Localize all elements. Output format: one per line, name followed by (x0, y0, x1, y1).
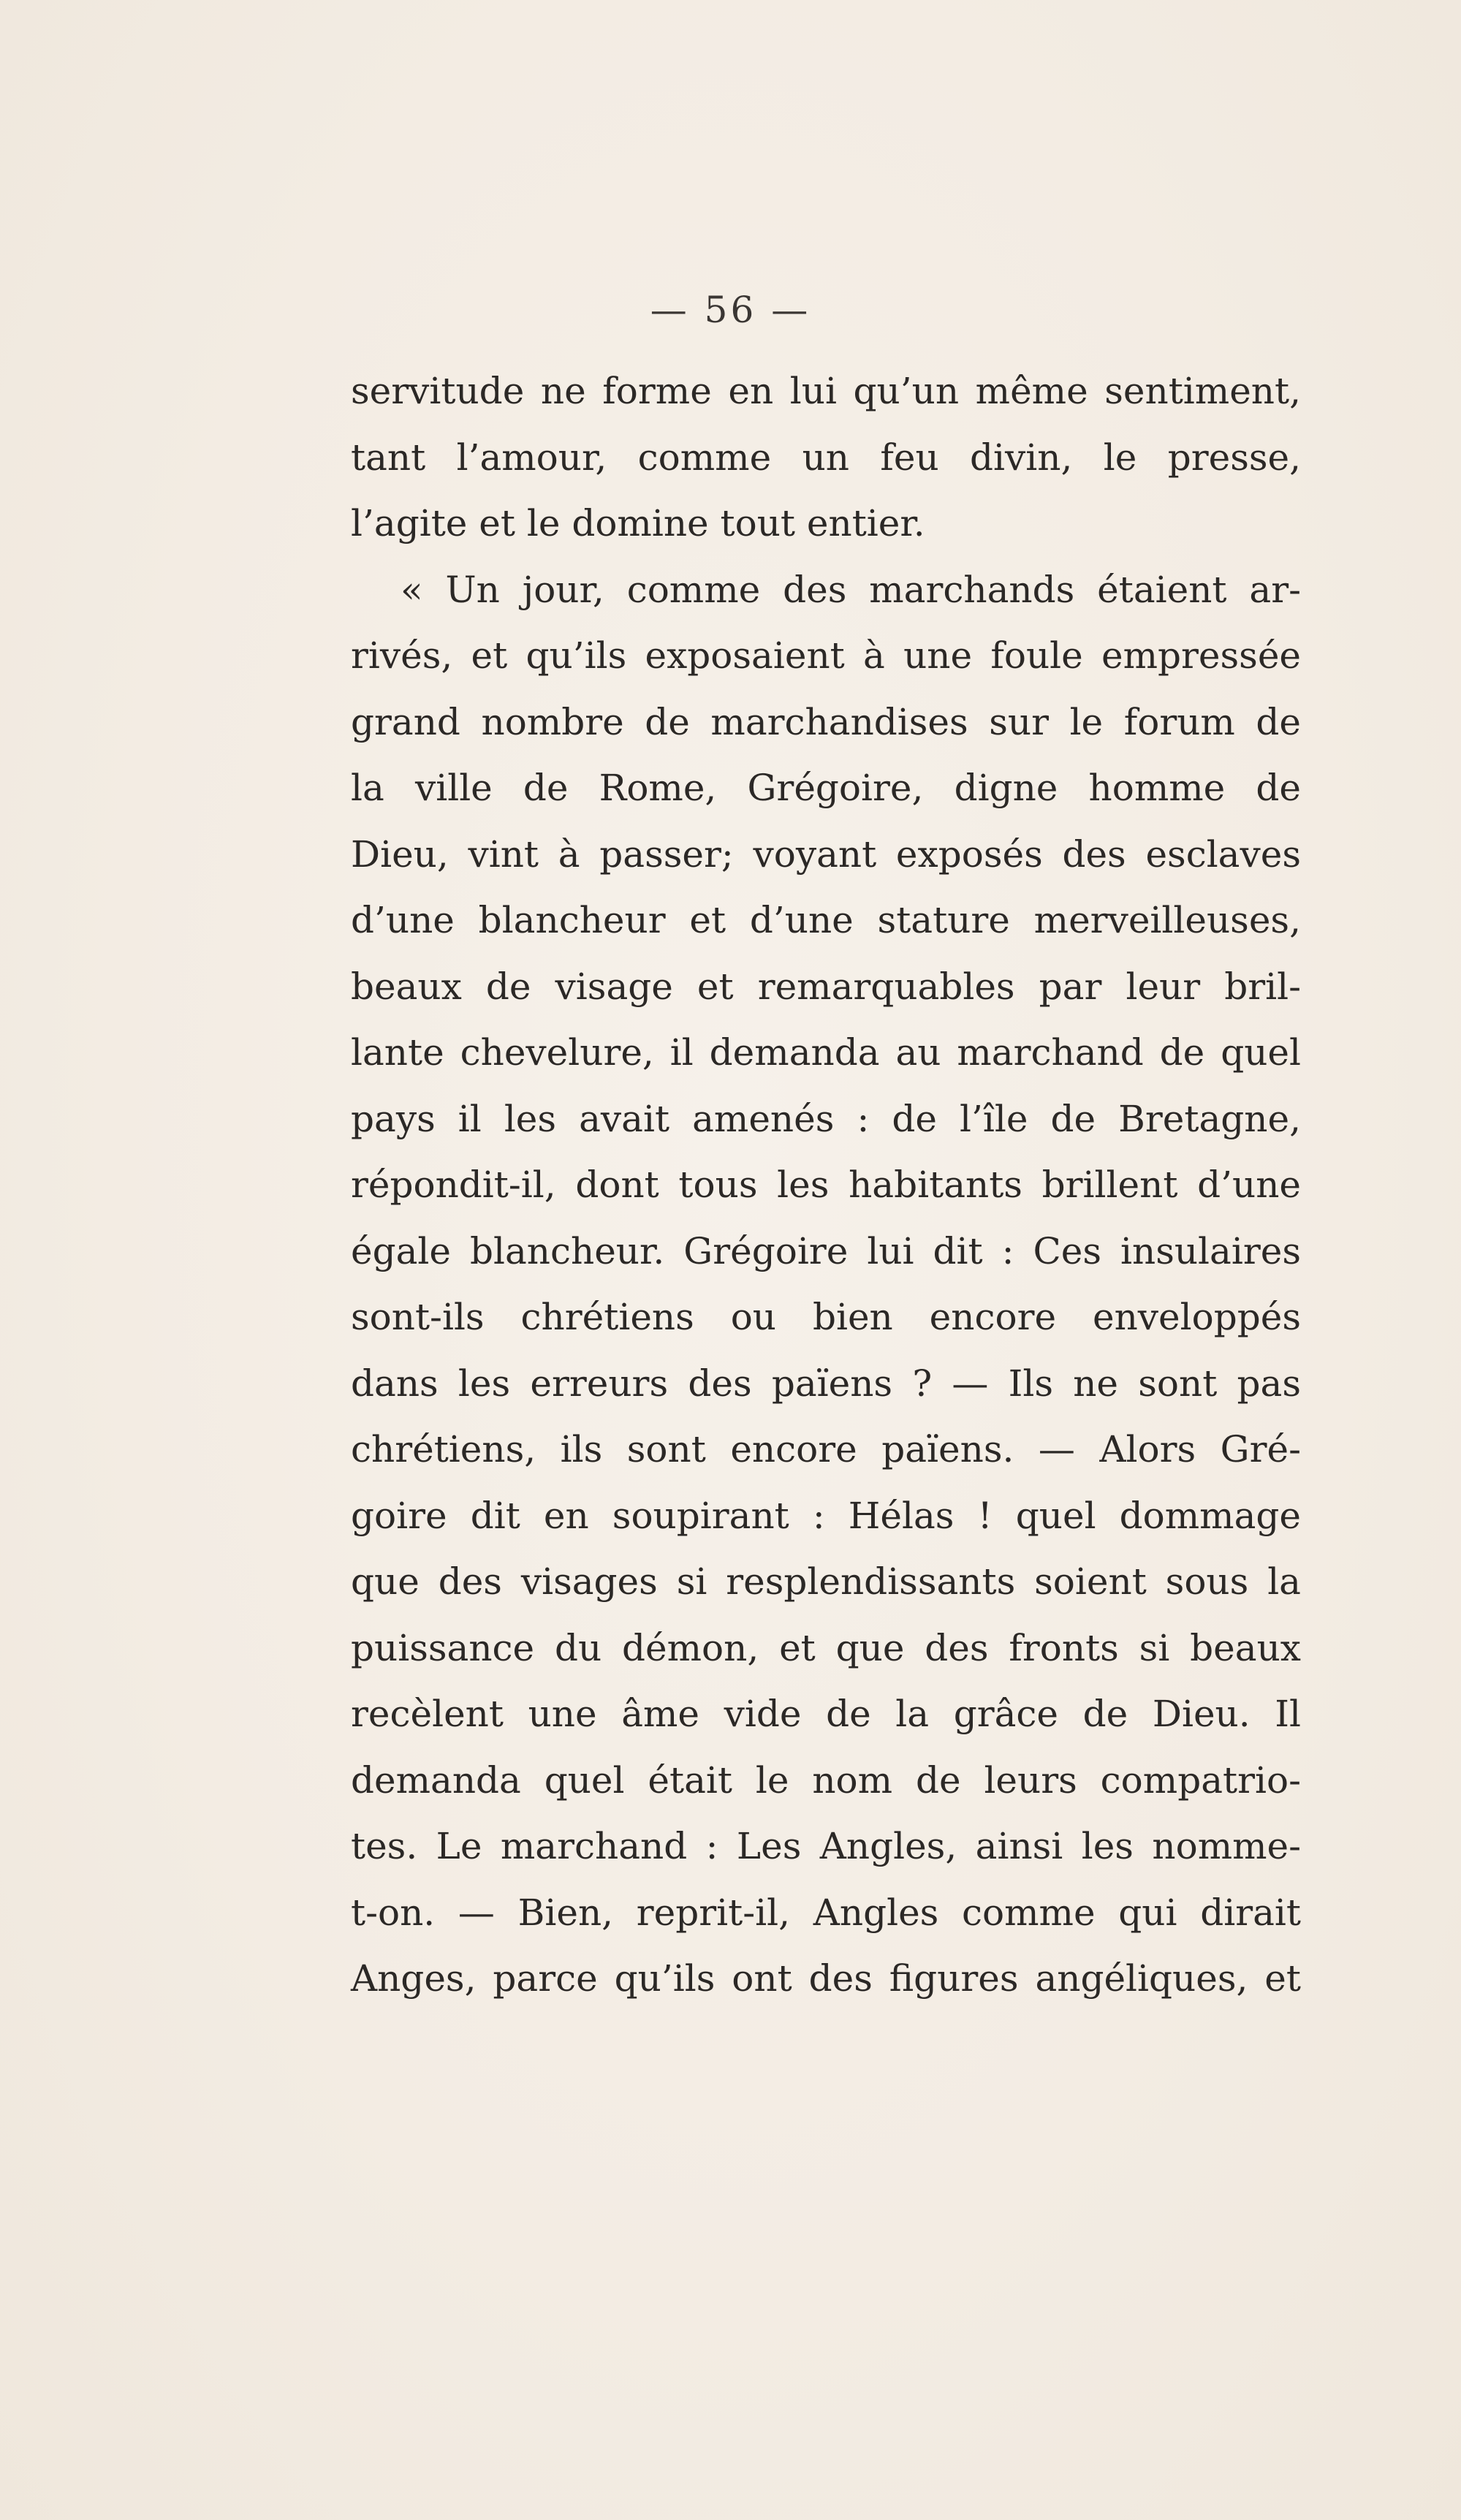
text-line: puissance du démon, et que des fronts si beaux (351, 1626, 1301, 1669)
text-line: beaux de visage et remarquables par leur bril- (351, 965, 1301, 1008)
text-line: goire dit en soupirant : Hélas ! quel dommage (351, 1494, 1301, 1537)
text-line: l’agite et le domine tout entier. (351, 502, 925, 544)
text-line: égale blancheur. Grégoire lui dit : Ces insulaires (351, 1229, 1301, 1272)
body-text (351, 358, 1301, 2012)
text-line: lante chevelure, il demanda au marchand de quel (351, 1031, 1301, 1074)
text-line: tes. Le marchand : Les Angles, ainsi les nomme- (351, 1825, 1301, 1867)
text-line: répondit-il, dont tous les habitants brillent d’une (351, 1164, 1301, 1206)
text-line: la ville de Rome, Grégoire, digne homme de (351, 767, 1301, 809)
page-number: — 56 — (650, 289, 811, 331)
text-line: grand nombre de marchandises sur le forum de (351, 700, 1301, 743)
text-line: sont-ils chrétiens ou bien encore enveloppés (351, 1296, 1301, 1338)
text-line: t-on. — Bien, reprit-il, Angles comme qui dirait (351, 1891, 1301, 1934)
text-line: pays il les avait amenés : de l’île de Bretagne, (351, 1097, 1301, 1140)
text-line: dans les erreurs des païens ? — Ils ne sont pas (351, 1362, 1301, 1405)
text-line: rivés, et qu’ils exposaient à une foule empressée (351, 634, 1301, 677)
text-line: que des visages si resplendissants soient sous la (351, 1560, 1301, 1603)
text-line: demanda quel était le nom de leurs compatrio- (351, 1758, 1301, 1802)
text-line: recèlent une âme vide de la grâce de Dieu. Il (351, 1693, 1301, 1735)
text-line: « Un jour, comme des marchands étaient ar- (401, 568, 1301, 611)
text-line: d’une blancheur et d’une stature merveilleuses, (351, 899, 1301, 941)
text-line: Anges, parce qu’ils ont des figures angéliques, et (351, 1957, 1301, 2000)
text-line: tant l’amour, comme un feu divin, le presse, (351, 436, 1301, 479)
text-line: servitude ne forme en lui qu’un même sentiment, (351, 370, 1301, 412)
text-line: chrétiens, ils sont encore païens. — Alors Gré- (351, 1428, 1301, 1470)
text-line: Dieu, vint à passer; voyant exposés des esclaves (351, 832, 1301, 876)
